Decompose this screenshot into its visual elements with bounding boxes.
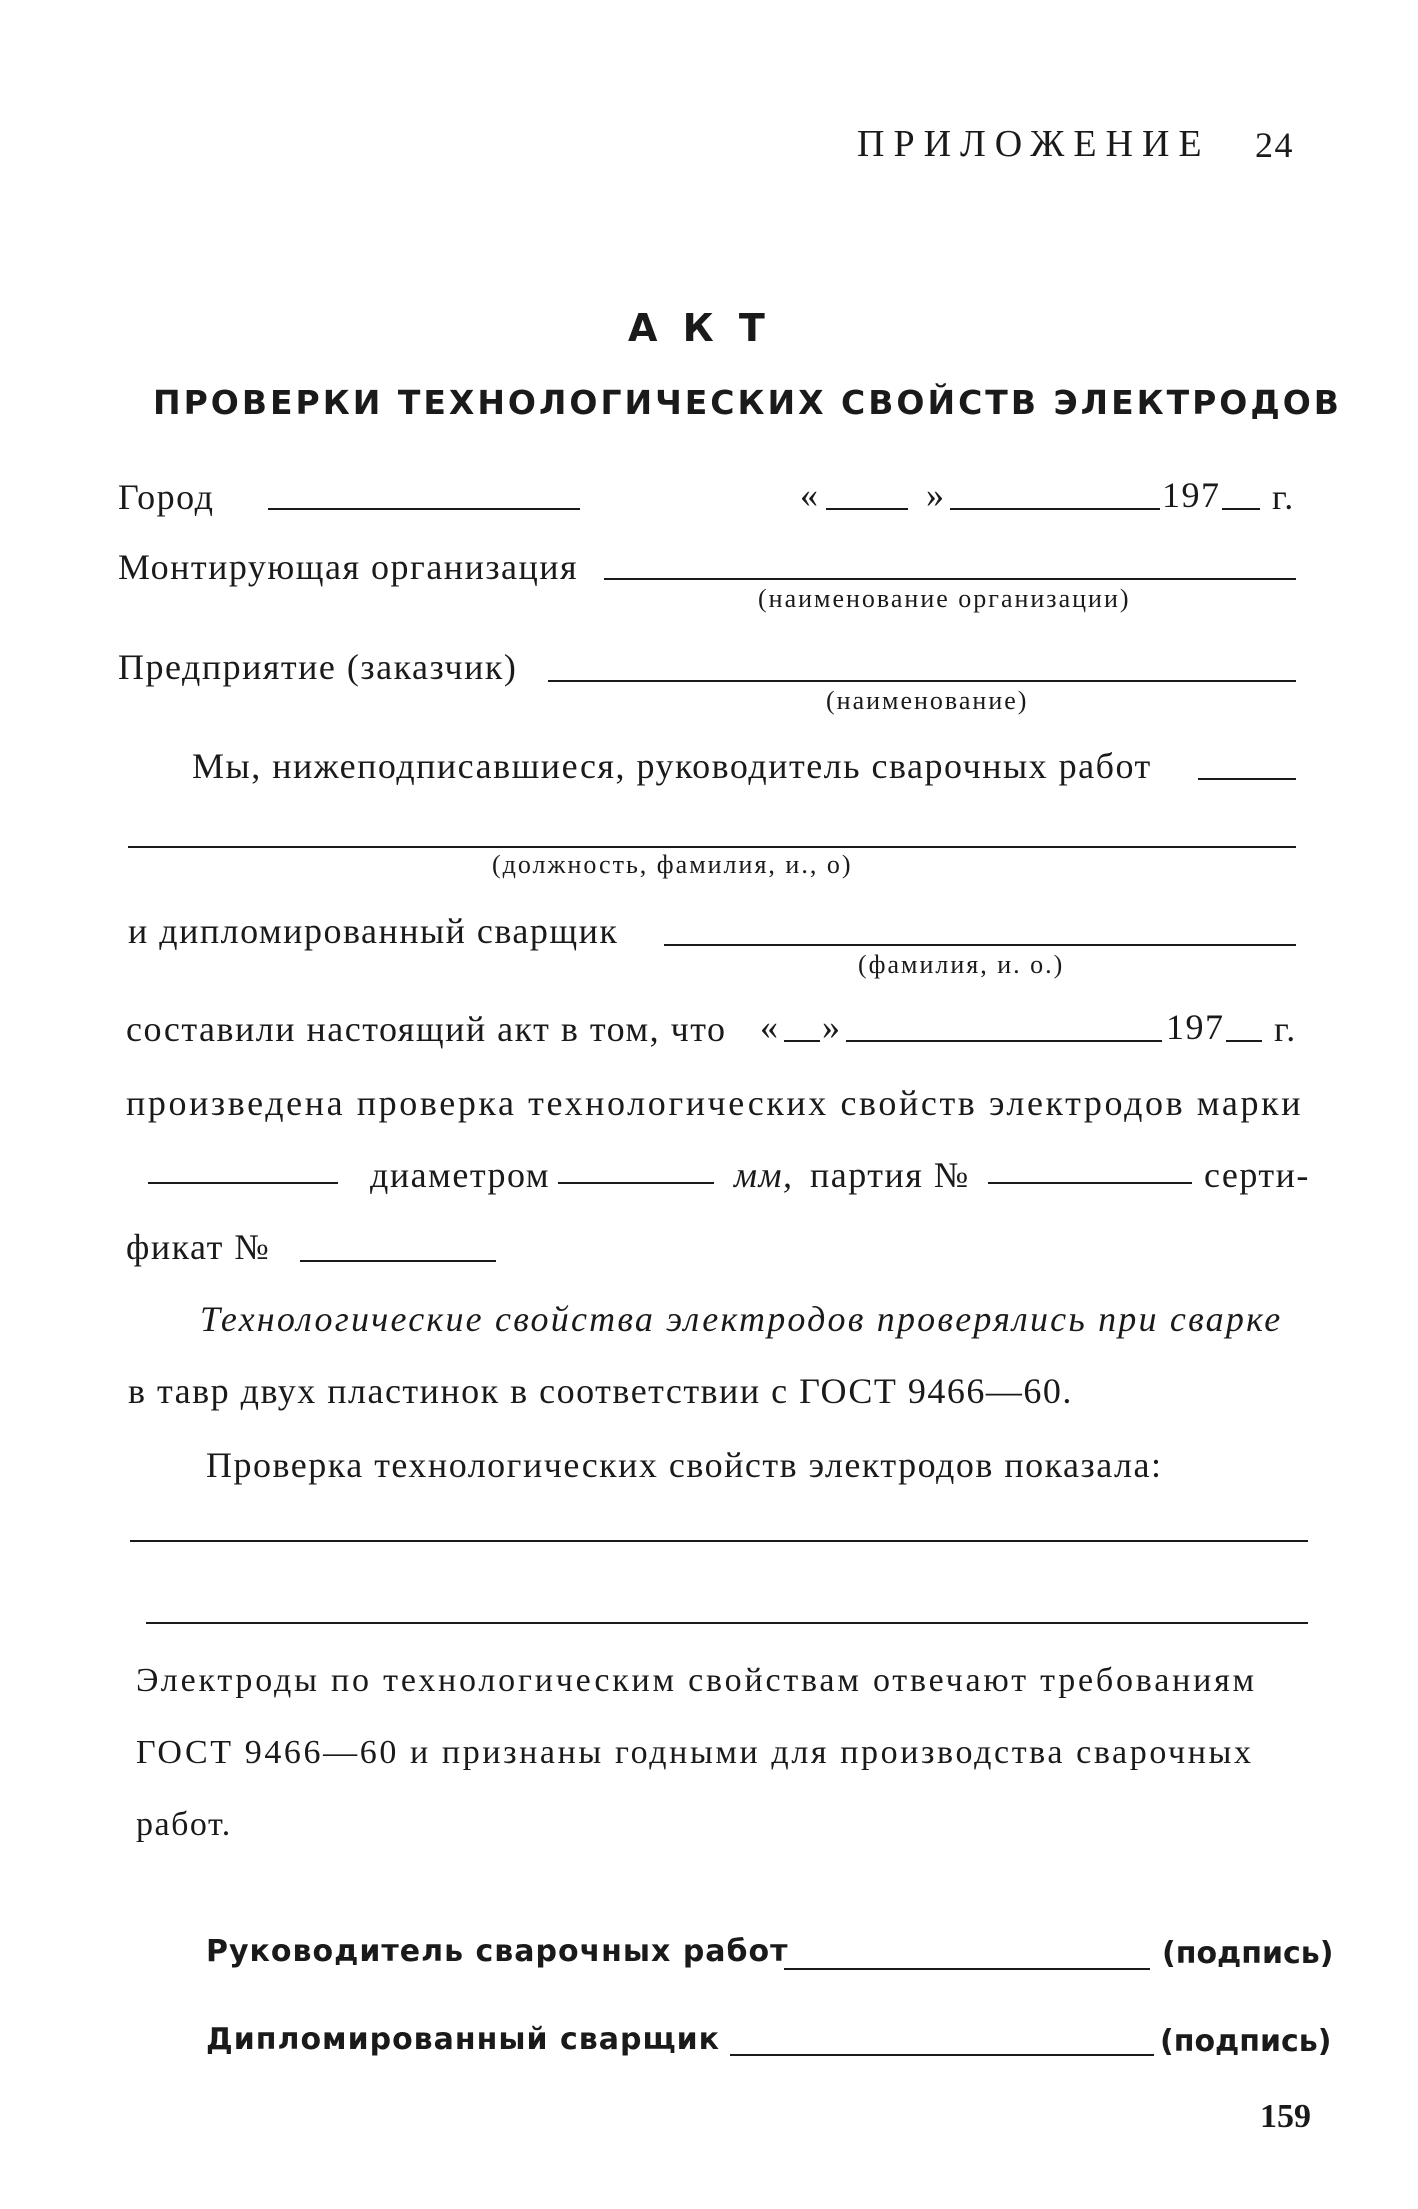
organization-caption: (наименование организации) <box>758 584 1131 613</box>
compiled-quote-open: « <box>760 1007 780 1047</box>
paragraph-2: Проверка технологических свойств электродов показала: <box>206 1445 1163 1485</box>
mm-label: мм, <box>734 1155 794 1195</box>
conclusion-line-3: работ. <box>136 1806 232 1843</box>
compiled-year-prefix: 197 <box>1166 1007 1225 1047</box>
compiled-year-field[interactable] <box>1226 1040 1262 1042</box>
batch-label: партия № <box>810 1155 970 1195</box>
position-caption: (должность, фамилия, и., о) <box>492 850 853 879</box>
date-month-field[interactable] <box>950 508 1160 510</box>
certificate-field[interactable] <box>300 1260 496 1262</box>
supervisor-short-field[interactable] <box>1198 778 1296 780</box>
welder-signature-caption: (подпись) <box>1160 2024 1332 2059</box>
conclusion-line-2: ГОСТ 9466—60 и признаны годными для производства сварочных <box>136 1734 1254 1771</box>
date-year-suffix: г. <box>1272 477 1295 517</box>
check-text: произведена проверка технологических свойств электродов марки <box>126 1083 1304 1123</box>
welder-signature-label: Дипломированный сварщик <box>206 2022 720 2057</box>
conclusion-line-1: Электроды по технологическим свойствам отвечают требованиям <box>136 1662 1257 1699</box>
customer-field[interactable] <box>548 680 1296 682</box>
date-quote-open: « <box>800 475 820 515</box>
date-year-field[interactable] <box>1222 508 1260 510</box>
paragraph-1-line-1: Технологические свойства электродов проверялись при сварке <box>200 1299 1283 1339</box>
compiled-day-field[interactable] <box>784 1040 820 1042</box>
compiled-quote-close: » <box>822 1007 842 1047</box>
customer-label: Предприятие (заказчик) <box>118 647 518 687</box>
date-year-prefix: 197 <box>1162 475 1221 515</box>
brand-field[interactable] <box>148 1182 338 1184</box>
city-field[interactable] <box>268 508 580 510</box>
supervisor-signature-field[interactable] <box>784 1968 1150 1970</box>
welder-signature-field[interactable] <box>730 2054 1154 2056</box>
batch-field[interactable] <box>988 1182 1192 1184</box>
result-field-1[interactable] <box>130 1540 1308 1542</box>
supervisor-signature-label: Руководитель сварочных работ <box>206 1934 789 1969</box>
diameter-label: диаметром <box>370 1155 551 1195</box>
certificate-label-part2: фикат № <box>126 1227 271 1267</box>
organization-field[interactable] <box>604 578 1296 580</box>
supervisor-signature-caption: (подпись) <box>1162 1936 1334 1971</box>
date-day-field[interactable] <box>826 508 908 510</box>
position-name-field[interactable] <box>128 846 1296 848</box>
welder-name-field[interactable] <box>664 944 1296 946</box>
compiled-text: составили настоящий акт в том, что <box>126 1009 727 1049</box>
appendix-label: ПРИЛОЖЕНИЕ <box>857 123 1211 165</box>
organization-label: Монтирующая организация <box>118 547 579 587</box>
welder-label: и дипломированный сварщик <box>128 911 619 951</box>
document-subtitle: ПРОВЕРКИ ТЕХНОЛОГИЧЕСКИХ СВОЙСТВ ЭЛЕКТРОДОВ <box>153 383 1342 422</box>
result-field-2[interactable] <box>146 1622 1308 1624</box>
city-label: Город <box>118 477 215 517</box>
page-number: 159 <box>1260 2098 1311 2135</box>
welder-caption: (фамилия, и. о.) <box>858 950 1065 979</box>
diameter-field[interactable] <box>558 1182 714 1184</box>
appendix-number: 24 <box>1255 125 1294 165</box>
intro-text: Мы, нижеподписавшиеся, руководитель сварочных работ <box>192 746 1152 786</box>
date-quote-close: » <box>926 475 946 515</box>
compiled-month-field[interactable] <box>846 1040 1162 1042</box>
customer-caption: (наименование) <box>826 686 1029 715</box>
compiled-year-suffix: г. <box>1274 1009 1297 1049</box>
certificate-label-part1: серти- <box>1204 1155 1310 1195</box>
document-title: А К Т <box>628 306 771 350</box>
paragraph-1-line-2: в тавр двух пластинок в соответствии с ГОСТ 9466—60. <box>128 1371 1073 1411</box>
